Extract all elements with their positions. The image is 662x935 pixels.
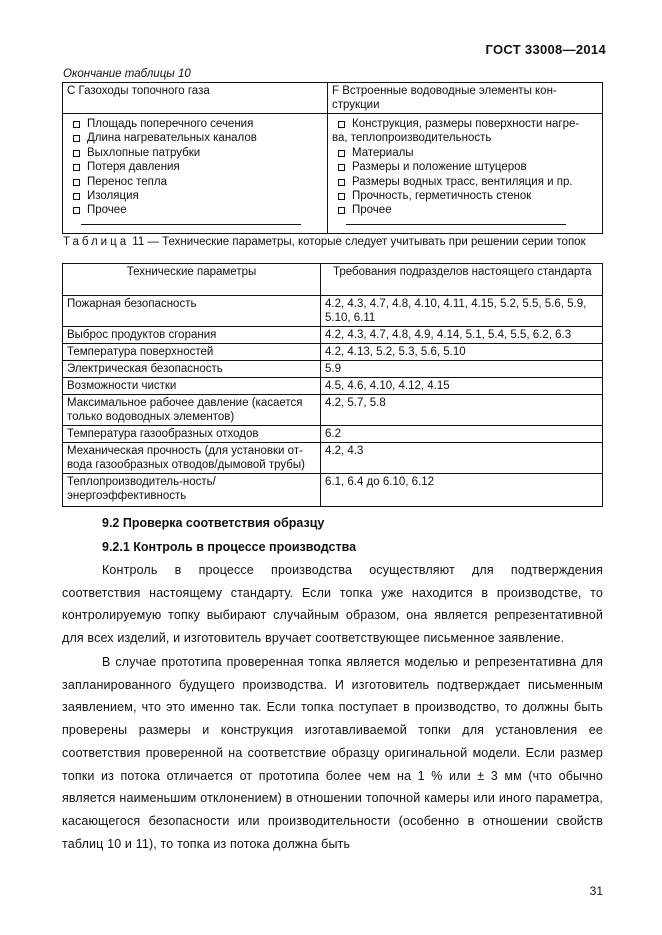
param-cell: Возможности чистки — [63, 378, 321, 395]
list-item: Размеры и положение штуцеров — [332, 160, 598, 174]
list-item: Перенос тепла — [67, 175, 323, 189]
table10-col1-header: C Газоходы топочного газа — [63, 83, 328, 114]
table10-caption: Окончание таблицы 10 — [63, 68, 191, 80]
list-item: Прочее — [332, 203, 598, 217]
document-code: ГОСТ 33008—2014 — [485, 42, 606, 57]
table-row — [63, 378, 603, 395]
param-cell: Температура поверхностей — [63, 344, 321, 361]
req-cell: 6.2 — [321, 426, 603, 443]
table11-header-param: Технические параметры — [63, 264, 321, 296]
req-cell: 4.5, 4.6, 4.10, 4.12, 4.15 — [321, 378, 603, 395]
req-cell: 4.2, 4.13, 5.2, 5.3, 5.6, 5.10 — [321, 344, 603, 361]
table11-caption-text: 11 — Технические параметры, которые следует учитывать при решении серии топок — [132, 236, 586, 248]
param-cell: Выброс продуктов сгорания — [63, 327, 321, 344]
param-cell: Пожарная безопасность — [63, 296, 321, 327]
paragraph: Контроль в процессе производства осуществляют для подтверждения соответствия настоящему стандарту. Если топка уже находится в производстве, то контролируемую топку выбирают случайным образом, она является репрезентативной для всех изделий, и изготовитель вручает соответствующее письменное заявление. — [62, 563, 603, 646]
list-item: Выхлопные патрубки — [67, 146, 323, 160]
section-title: 9.2 Проверка соответствия образцу — [102, 516, 325, 530]
list-item: Материалы — [332, 146, 598, 160]
table-row — [63, 395, 603, 426]
list-item: Конструкция, размеры поверхности нагре- — [332, 117, 598, 131]
table-row — [63, 443, 603, 474]
table11-caption-word: Таблица — [63, 236, 130, 248]
paragraph: В случае прототипа проверенная топка является моделью и репрезентативна для запланированного будущего производства. И изготовитель подтверждает письменным заявлением, что это именно так. Если топка поступает в производство, то должны быть проверены размеры и конструкция изготавливаемой топки для установления ее соответствия проверенной на соответствие образцу оригинальной модели. Если размер топки из потока отличается от прототипа более чем на 1 % или ± 3 мм (что обычно является наименьшим отклонением) в отношении топочной камеры или иного параметра, касающегося безопасности или производительности (особенно в отношении свойств таблиц 10 и 11), то топка из потока должна быть — [62, 655, 603, 851]
table-11 — [62, 263, 603, 507]
list-item: Прочее — [67, 203, 323, 217]
table11-caption — [63, 236, 603, 249]
table10-col1-list-cell — [63, 114, 328, 234]
list-item: Потеря давления — [67, 160, 323, 174]
table-row — [63, 327, 603, 344]
param-cell: Механическая прочность (для установки от-вода газообразных отводов/дымовой трубы) — [63, 443, 321, 474]
req-cell: 4.2, 5.7, 5.8 — [321, 395, 603, 426]
req-cell: 4.2, 4.3, 4.7, 4.8, 4.9, 4.14, 5.1, 5.4, 5.5, 6.2, 6.3 — [321, 327, 603, 344]
table11-header-req: Требования подразделов настоящего стандарта — [321, 264, 603, 296]
table-row — [63, 474, 603, 507]
table-row — [63, 426, 603, 443]
list-item-continuation: ва, теплопроизводительность — [332, 132, 492, 145]
param-cell: Электрическая безопасность — [63, 361, 321, 378]
table-row — [63, 361, 603, 378]
list-item: Размеры водных трасс, вентиляция и пр. — [332, 175, 598, 189]
list-item: Длина нагревательных каналов — [67, 131, 323, 145]
page-number: 31 — [589, 884, 603, 898]
table-row — [63, 344, 603, 361]
req-cell: 4.2, 4.3 — [321, 443, 603, 474]
list-item: Прочность, герметичность стенок — [332, 189, 598, 203]
table10-col2-list — [332, 117, 598, 218]
req-cell: 6.1, 6.4 до 6.10, 6.12 — [321, 474, 603, 507]
req-cell: 4.2, 4.3, 4.7, 4.8, 4.10, 4.11, 4.15, 5.2, 5.5, 5.6, 5.9, 5.10, 6.11 — [321, 296, 603, 327]
table10-col2-header: F Встроенные водоводные элементы кон-струкции — [328, 83, 603, 114]
table10-col2-list-cell — [328, 114, 603, 234]
table-row — [63, 296, 603, 327]
table-10 — [62, 82, 603, 234]
param-cell: Теплопроизводитель-ность/энергоэффективность — [63, 474, 321, 507]
table10-col1-list — [67, 117, 323, 218]
req-cell: 5.9 — [321, 361, 603, 378]
subsection-title: 9.2.1 Контроль в процессе производства — [102, 540, 357, 554]
param-cell: Максимальное рабочее давление (касается только водоводных элементов) — [63, 395, 321, 426]
blank-line — [346, 224, 566, 225]
list-item: Площадь поперечного сечения — [67, 117, 323, 131]
param-cell: Температура газообразных отходов — [63, 426, 321, 443]
list-item: Изоляция — [67, 189, 323, 203]
blank-line — [81, 224, 301, 225]
